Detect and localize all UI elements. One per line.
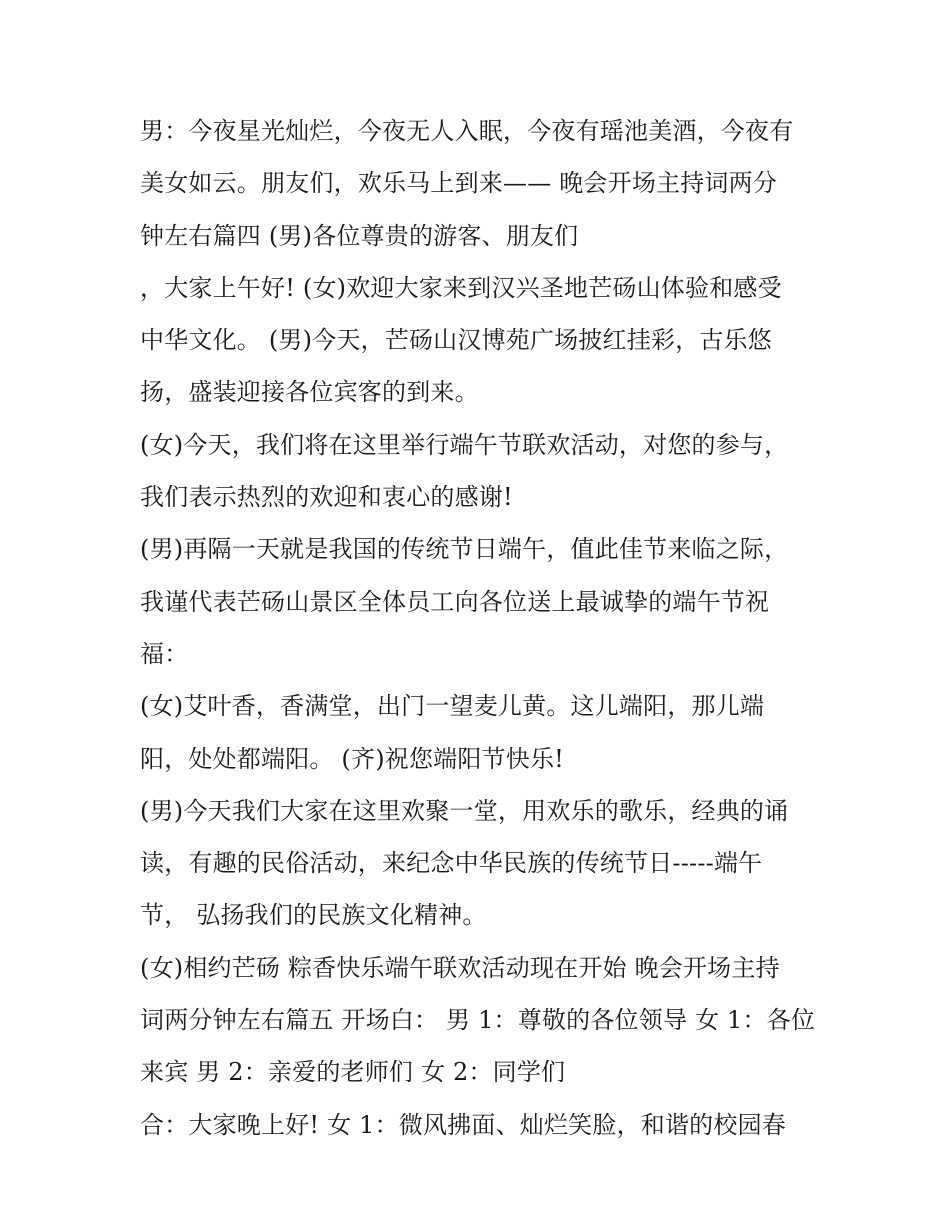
text-line: (女)艾叶香，香满堂，出门一望麦儿黄。这儿端阳，那儿端 — [140, 692, 765, 721]
text-line: 我们表示热烈的欢迎和衷心的感谢! — [140, 483, 513, 512]
text-line: (女)相约芒砀 粽香快乐端午联欢活动现在开始 晚会开场主持 — [140, 953, 780, 982]
text-line: 扬，盛装迎接各位宾客的到来。 — [140, 378, 479, 407]
text-line: 来宾 男 2：亲爱的老师们 女 2：同学们 — [140, 1058, 566, 1087]
text-line: 合：大家晚上好! 女 1：微风拂面、灿烂笑脸，和谐的校园春 — [140, 1110, 786, 1139]
text-line: ，大家上午好! (女)欢迎大家来到汉兴圣地芒砀山体验和感受 — [140, 273, 782, 302]
text-line: 节， 弘扬我们的民族文化精神。 — [140, 901, 487, 930]
text-line: (女)今天，我们将在这里举行端午节联欢活动，对您的参与， — [140, 430, 789, 459]
text-line: 福： — [140, 639, 189, 668]
text-line: 中华文化。 (男)今天，芒砀山汉博苑广场披红挂彩，古乐悠 — [140, 326, 772, 355]
text-line: 我谨代表芒砀山景区全体员工向各位送上最诚挚的端午节祝 — [140, 587, 770, 616]
text-line: 男：今夜星光灿烂，今夜无人入眠，今夜有瑶池美酒，今夜有 — [140, 117, 794, 145]
text-line: 阳，处处都端阳。 (齐)祝您端阳节快乐! — [140, 744, 564, 773]
document-body — [140, 105, 830, 1151]
text-line: (男)再隔一天就是我国的传统节日端午，值此佳节来临之际， — [140, 535, 789, 564]
text-line: 读，有趣的民俗活动，来纪念中华民族的传统节日-----端午 — [140, 849, 763, 878]
text-line: (男)今天我们大家在这里欢聚一堂，用欢乐的歌乐，经典的诵 — [140, 796, 789, 825]
text-line: 美女如云。朋友们，欢乐马上到来—— 晚会开场主持词两分 — [140, 169, 778, 198]
text-line: 钟左右篇四 (男)各位尊贵的游客、朋友们 — [140, 221, 579, 250]
text-line: 词两分钟左右篇五 开场白： 男 1：尊敬的各位领导 女 1：各位 — [140, 1006, 816, 1035]
